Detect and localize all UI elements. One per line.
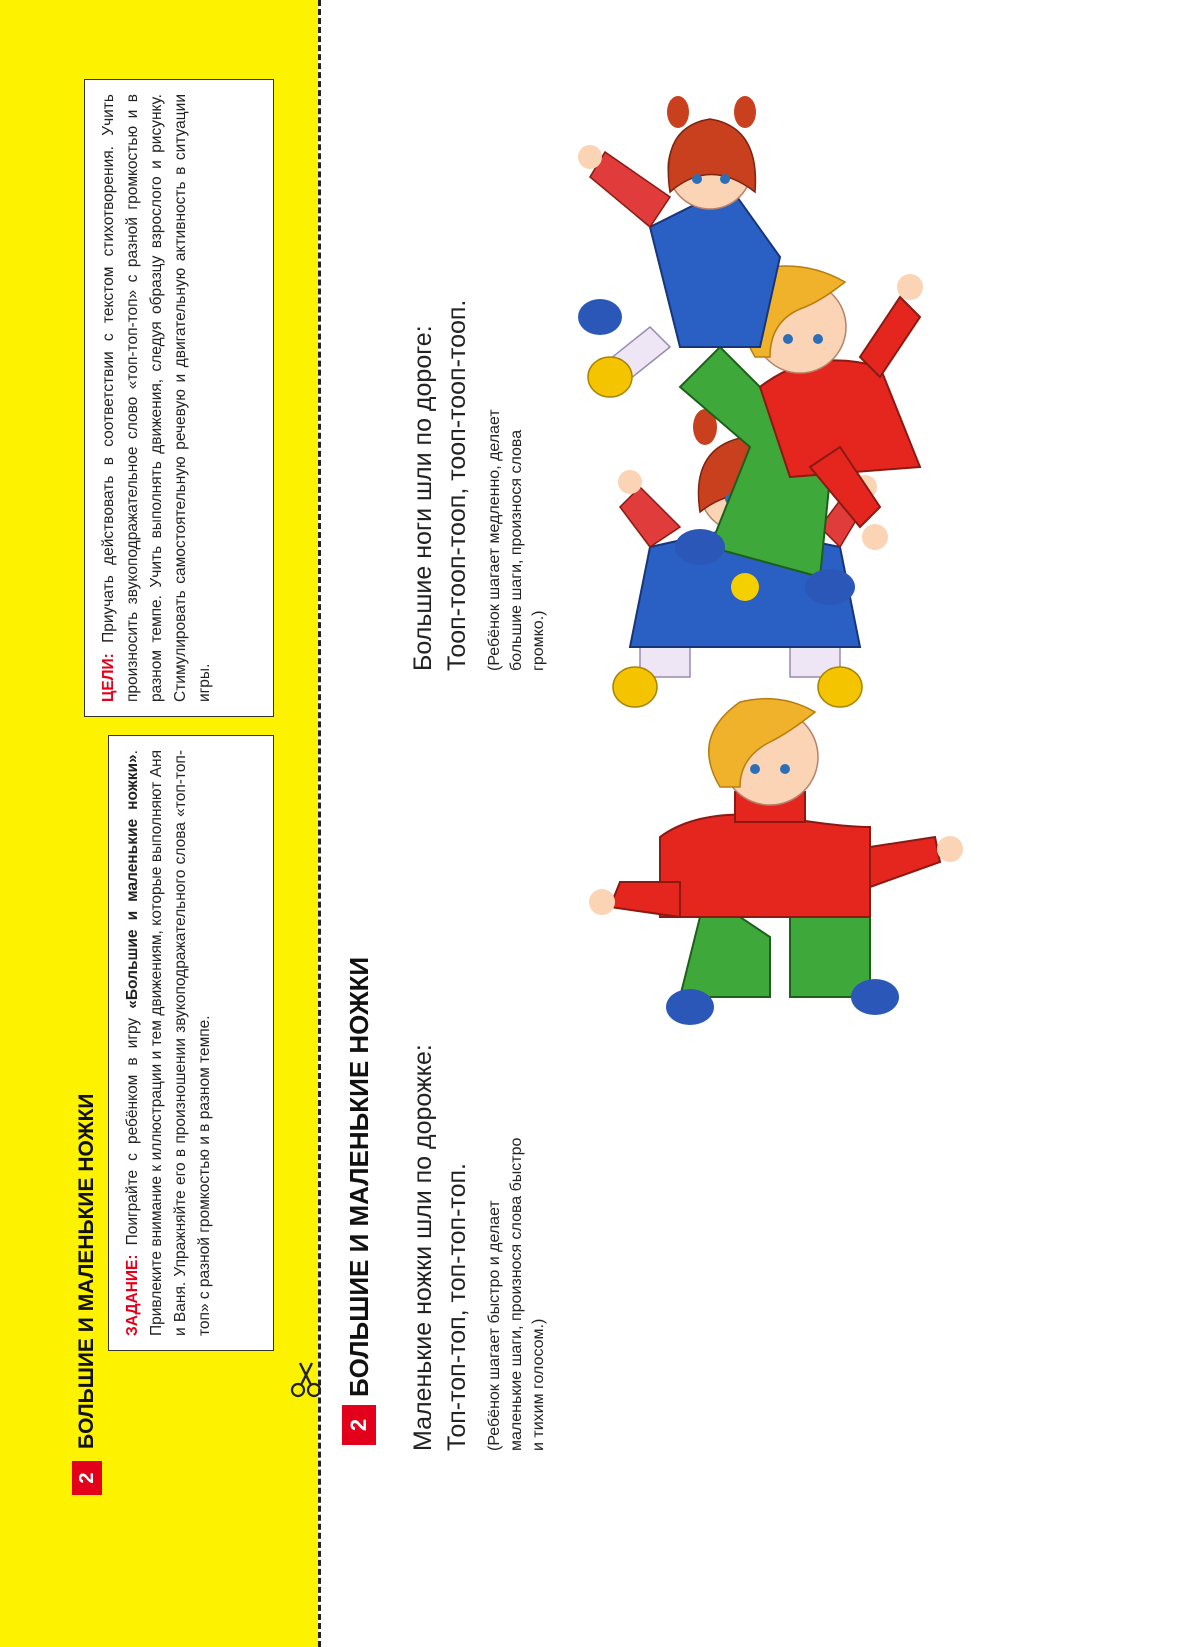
goals-label: ЦЕЛИ:: [100, 653, 117, 702]
verse-big-line2: Тооп-тооп-тооп, тооп-тооп-тооп.: [443, 299, 471, 671]
boy-figure: [589, 699, 963, 1025]
girl-figure: [578, 96, 780, 397]
task-label: ЗАДАНИЕ:: [124, 1254, 141, 1336]
verse-small-feet: [406, 1044, 550, 1451]
goals-box: ЦЕЛИ: Приучать действовать в соответствии с текстом стихотворения. Учить произносить звукоподражательное слово «топ-топ-топ» с разной громкостью и в разном темпе. Учить выполнять движения, следуя образцу взрослого и рисунку. Стимулировать самостоятельную речевую и двигательную активность в ситуации игры.: [84, 79, 274, 717]
game-name: «Большие и маленькие ножки»: [124, 754, 141, 1009]
verse-big-feet: [406, 300, 550, 671]
main-number-badge: 2: [342, 1405, 376, 1445]
lesson-number-badge: 2: [72, 1461, 102, 1495]
strip-title: БОЛЬШИЕ И МАЛЕНЬКИЕ НОЖКИ: [75, 1093, 98, 1449]
main-title: БОЛЬШИЕ И МАЛЕНЬКИЕ НОЖКИ: [344, 956, 374, 1397]
task-box: ЗАДАНИЕ: Поиграйте с ребёнком в игру «Большие и маленькие ножки». Привлеките внимание к иллюстрации и тем движениям, которые выполняют Аня и Ваня. Упражняйте его в произношении звукоподражательного слова «топ-топ-топ» с разной громкостью и в разном темпе.: [108, 735, 274, 1351]
verse-small-note: (Ребёнок шагает быстро и делает маленькие шаги, произнося слова быстро и тихим голосом.): [486, 1137, 547, 1451]
big-steps-illustration: [560, 47, 1120, 647]
verse-small-line1: Маленькие ножки шли по дорожке:: [409, 1044, 437, 1451]
verse-big-line1: Большие ноги шли по дороге:: [409, 325, 437, 671]
verse-big-note: (Ребёнок шагает медленно, делает большие шаги, произнося слова громко.): [486, 409, 547, 671]
verse-small-line2: Топ-топ-топ, топ-топ-топ.: [443, 1163, 471, 1451]
